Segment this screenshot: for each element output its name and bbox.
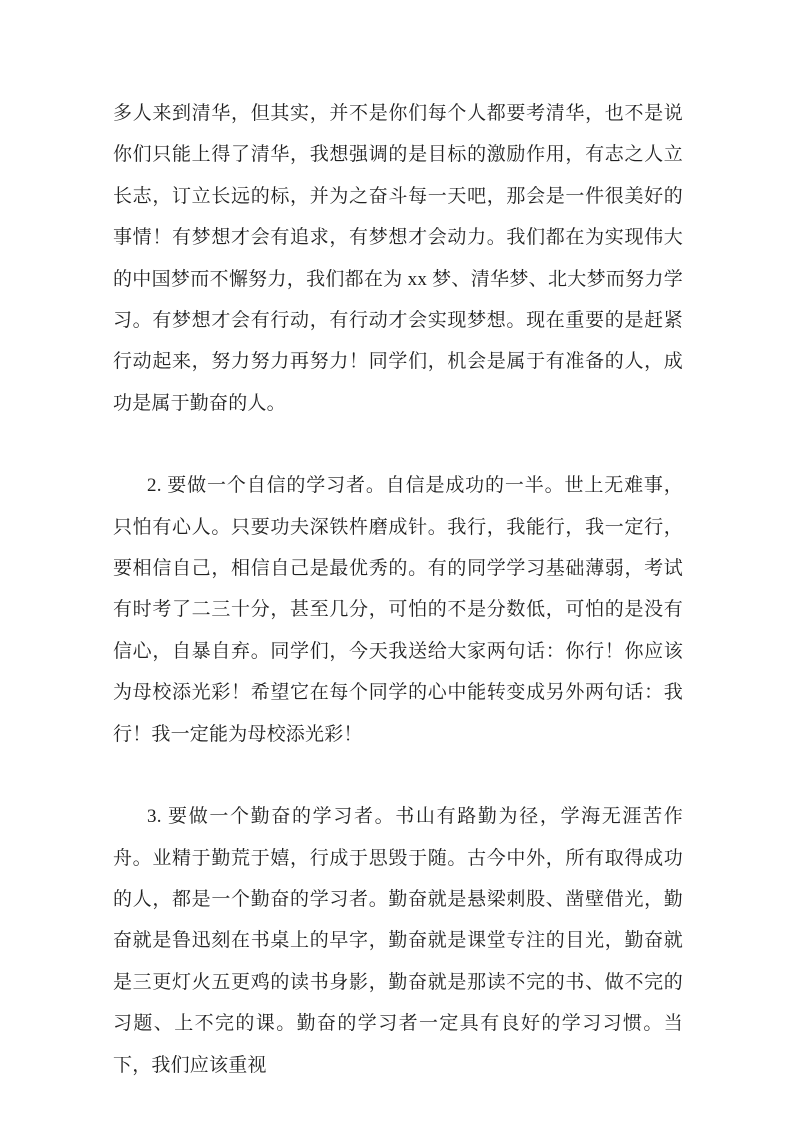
paragraph: 多人来到清华，但其实，并不是你们每个人都要考清华，也不是说你们只能上得了清华，我想强调的是目标的激励作用，有志之人立长志，订立长远的标，并为之奋斗每一天吧，那会是一件很美好的事情！有梦想才会有追求，有梦想才会动力。我们都在为实现伟大的中国梦而不懈努力，我们都在为 xx 梦、清华梦、北大梦而努力学习。有梦想才会有行动，有行动才会实现梦想。现在重要的是赶紧行动起来，努力努力再努力！同学们，机会是属于有准备的人，成功是属于勤奋的人。 [113, 103, 683, 414]
paragraph: 3. 要做一个勤奋的学习者。书山有路勤为径，学海无涯苦作舟。业精于勤荒于嬉，行成于思毁于随。古今中外，所有取得成功的人，都是一个勤奋的学习者。勤奋就是悬梁刺股、凿壁借光，勤奋就是鲁迅刻在书桌上的早字，勤奋就是课堂专注的目光，勤奋就是三更灯火五更鸡的读书身影，勤奋就是那读不完的书、做不完的习题、上不完的课。勤奋的学习者一定具有良好的学习习惯。当下，我们应该重视 [113, 806, 683, 1076]
document-body [113, 93, 683, 1086]
paragraph: 2. 要做一个自信的学习者。自信是成功的一半。世上无难事，只怕有心人。只要功夫深铁杵磨成针。我行，我能行，我一定行，要相信自己，相信自己是最优秀的。有的同学学习基础薄弱，考试有时考了二三十分，甚至几分，可怕的不是分数低，可怕的是没有信心，自暴自弃。同学们，今天我送给大家两句话：你行！你应该为母校添光彩！希望它在每个同学的心中能转变成另外两句话：我行！我一定能为母校添光彩！ [113, 475, 683, 745]
